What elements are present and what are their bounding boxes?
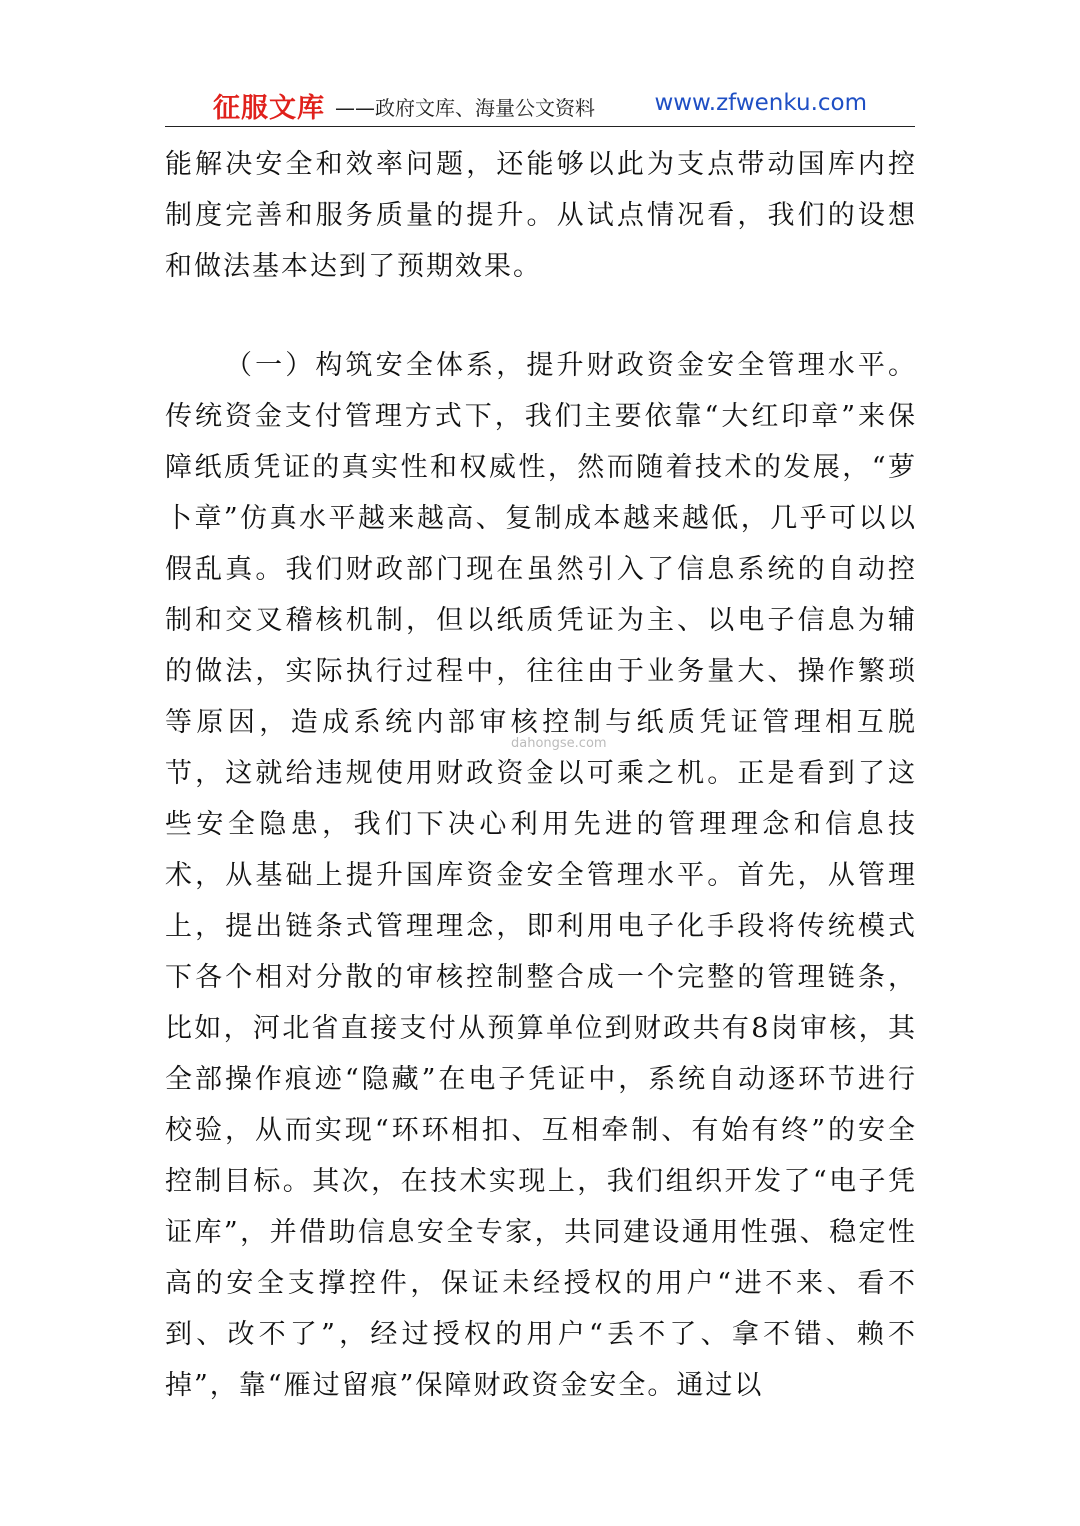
brand-logo: 征服文库	[213, 93, 325, 124]
paragraph-2: （一）构筑安全体系，提升财政资金安全管理水平。传统资金支付管理方式下，我们主要依靠“大红印章”来保障纸质凭证的真实性和权威性，然而随着技术的发展，“萝卜章”仿真水平越来越高、复制成本越来越低，几乎可以以假乱真。我们财政部门现在虽然引入了信息系统的自动控制和交叉稽核机制，但以纸质凭证为主、以电子信息为辅的做法，实际执行过程中，往往由于业务量大、操作繁琐等原因，造成系统内部审核控制与纸质凭证管理相互脱节，这就给违规使用财政资金以可乘之机。正是看到了这些安全隐患，我们下决心利用先进的管理理念和信息技术，从基础上提升国库资金安全管理水平。首先，从管理上，提出链条式管理理念，即利用电子化手段将传统模式下各个相对分散的审核控制整合成一个完整的管理链条，比如，河北省直接支付从预算单位到财政共有8岗审核，其全部操作痕迹“隐藏”在电子凭证中，系统自动逐环节进行校验，从而实现“环环相扣、互相牵制、有始有终”的安全控制目标。其次，在技术实现上，我们组织开发了“电子凭证库”，并借助信息安全专家，共同建设通用性强、稳定性高的安全支撑控件，保证未经授权的用户“进不来、看不到、改不了”，经过授权的用户“丢不了、拿不错、赖不掉”，靠“雁过留痕”保障财政资金安全。通过以	[165, 350, 917, 1401]
site-url[interactable]: www.zfwenku.com	[654, 90, 867, 116]
paragraph-1: 能解决安全和效率问题，还能够以此为支点带动国库内控制度完善和服务质量的提升。从试点情况看，我们的设想和做法基本达到了预期效果。	[165, 149, 917, 282]
header-tagline: ——政府文库、海量公文资料	[335, 96, 595, 120]
page-header	[165, 82, 915, 127]
watermark: dahongse.com	[511, 736, 607, 751]
